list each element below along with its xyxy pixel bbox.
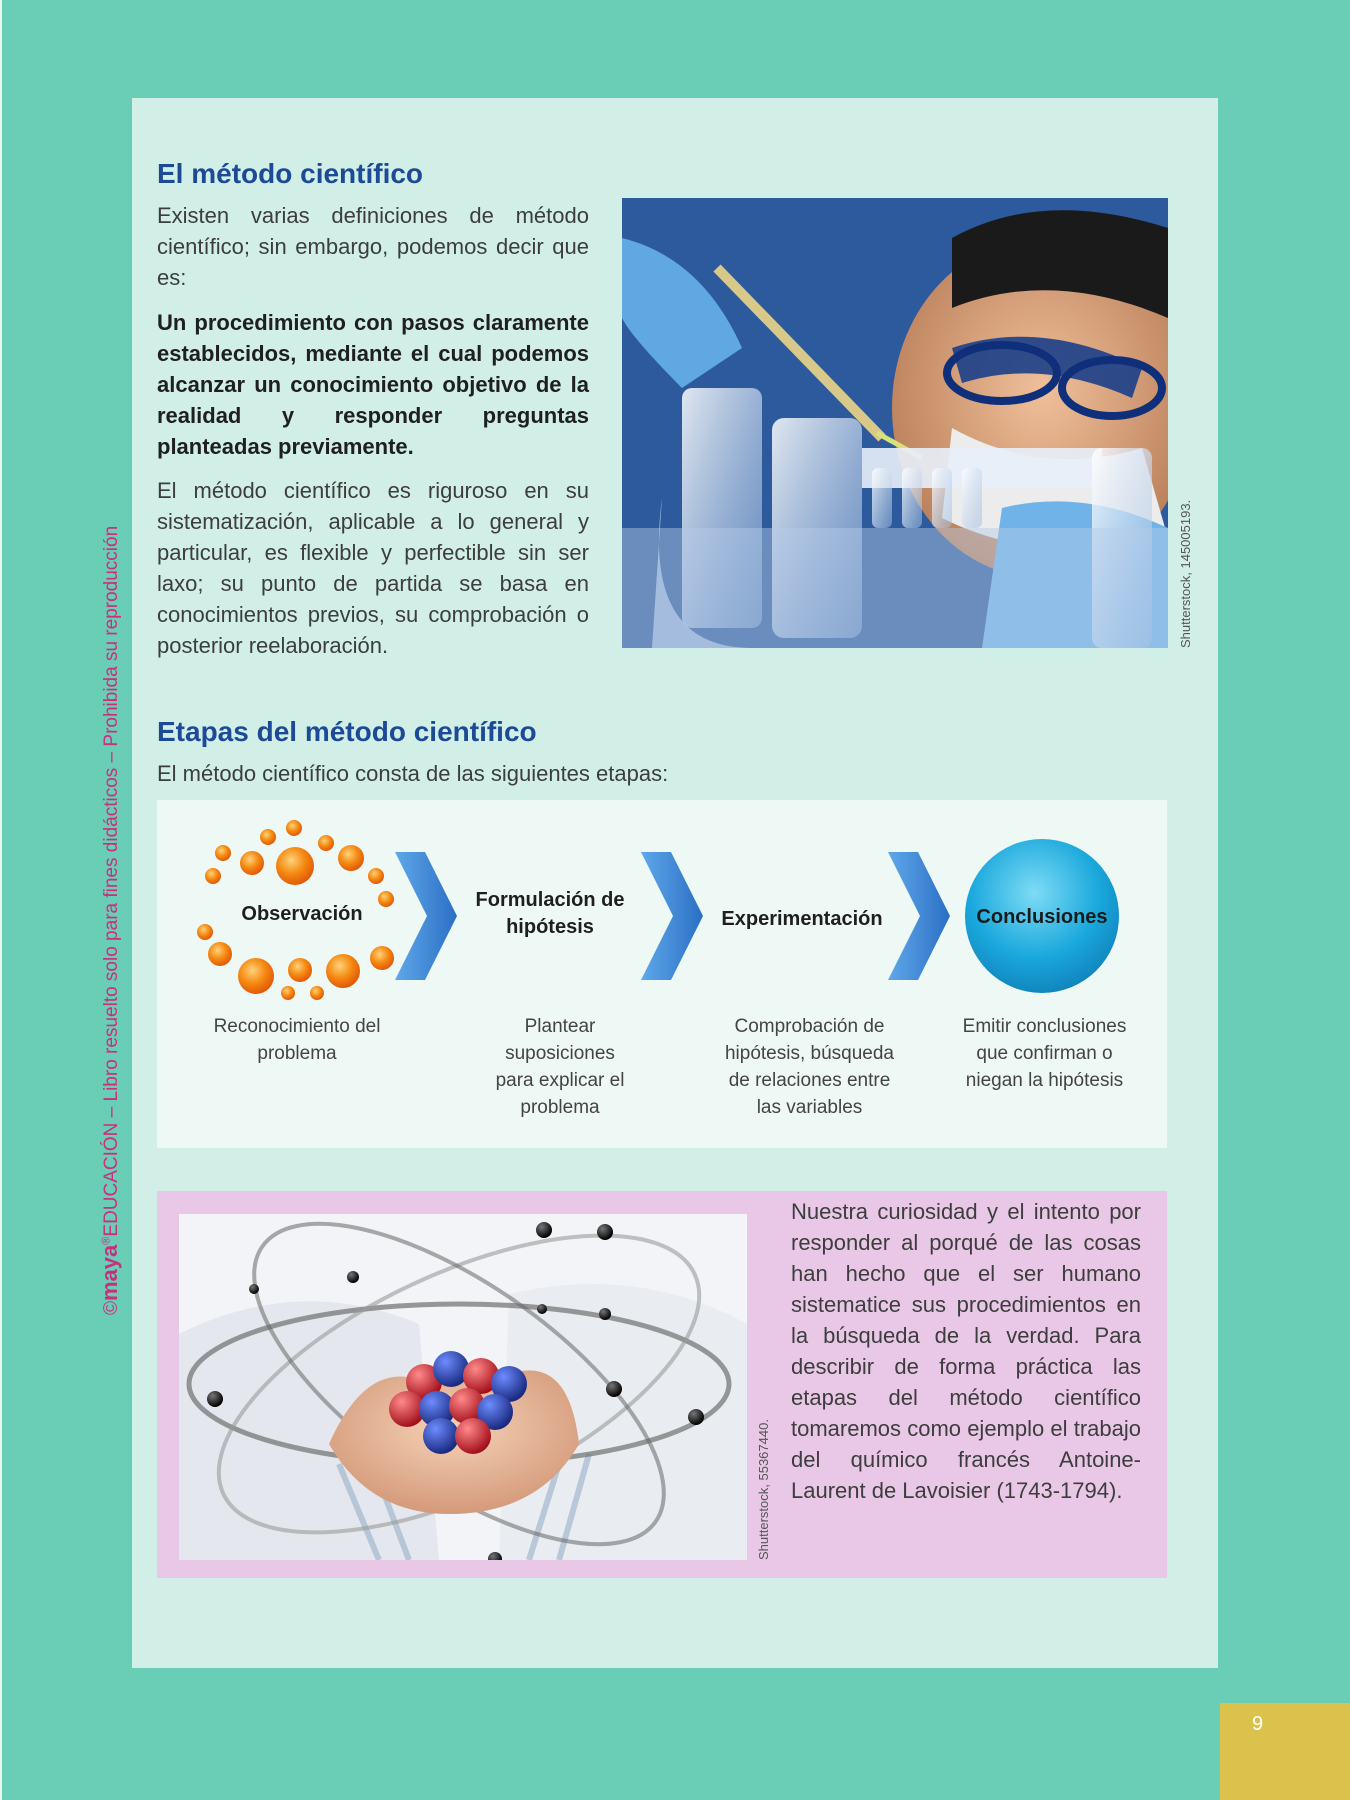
chevron-icon-2 — [641, 852, 703, 980]
photo-credit-1: Shutterstock, 145005193. — [1178, 499, 1193, 648]
copyright-symbol: © — [101, 1301, 122, 1315]
chevron-icon-1 — [395, 852, 457, 980]
atom-hands-photo — [179, 1214, 747, 1560]
stage-label-conclusiones: Conclusiones — [976, 906, 1108, 928]
stage-desc-conclusiones: Emitir conclusiones que confirman o niegan la hipótesis — [962, 1016, 1127, 1091]
lavoisier-box — [157, 1191, 1167, 1578]
side-note-text: EDUCACIÓN – Libro resuelto solo para fines didácticos – Prohibida su reproducción — [101, 525, 122, 1237]
definition-paragraph: Un procedimiento con pasos claramente establecidos, mediante el cual podemos alcanzar un conocimiento objetivo de la realidad y responder preguntas planteadas previamente. — [157, 310, 589, 459]
section-title-etapas: Etapas del método científico — [157, 716, 537, 747]
description-paragraph: El método científico es riguroso en su sistematización, aplicable a lo general y particular, es flexible y perfectible sin ser laxo; su punto de partida se basa en conocimientos previos, su comprobación o posterior reelaboración. — [157, 478, 589, 658]
registered-mark: ® — [100, 1236, 113, 1245]
stage-desc-experimentacion: Comprobación de hipótesis, búsqueda de relaciones entre las variables — [724, 1016, 894, 1118]
photo-credit-2: Shutterstock, 55367440. — [756, 1419, 771, 1560]
stages-graphic — [157, 800, 1167, 1000]
stages-diagram — [157, 800, 1167, 1148]
section-title-metodo: El método científico — [157, 158, 424, 189]
stage-label-observacion: Observación — [241, 903, 363, 925]
intro-paragraph: Existen varias definiciones de método científico; sin embargo, podemos decir que es: — [157, 203, 589, 290]
copyright-side-note — [97, 526, 123, 1315]
stage-desc-hipotesis: Plantear suposiciones para explicar el problema — [495, 1016, 625, 1118]
brand-logo-text: maya — [97, 1244, 122, 1301]
scientist-photo — [622, 198, 1168, 648]
page-edge-line — [0, 0, 2, 1800]
stages-intro: El método científico consta de las siguientes etapas: — [157, 761, 669, 786]
stage-label-experimentacion: Experimentación — [721, 908, 883, 930]
page-number: 9 — [1252, 1713, 1264, 1735]
stage-desc-observacion: Reconocimiento del problema — [213, 1016, 381, 1064]
page-number-badge — [1220, 1703, 1350, 1800]
stage-label-hipotesis: Formulación de hipótesis — [475, 889, 625, 938]
chevron-icon-3 — [888, 852, 950, 980]
lavoisier-paragraph: Nuestra curiosidad y el intento por responder al porqué de las cosas han hecho que el ser humano sistematice sus procedimientos en la búsqueda de la verdad. Para describir de forma práctica las etapas del método científico tomaremos como ejemplo el trabajo del químico francés Antoine-Laurent de Lavoisier (1743-1794). — [791, 1199, 1141, 1503]
